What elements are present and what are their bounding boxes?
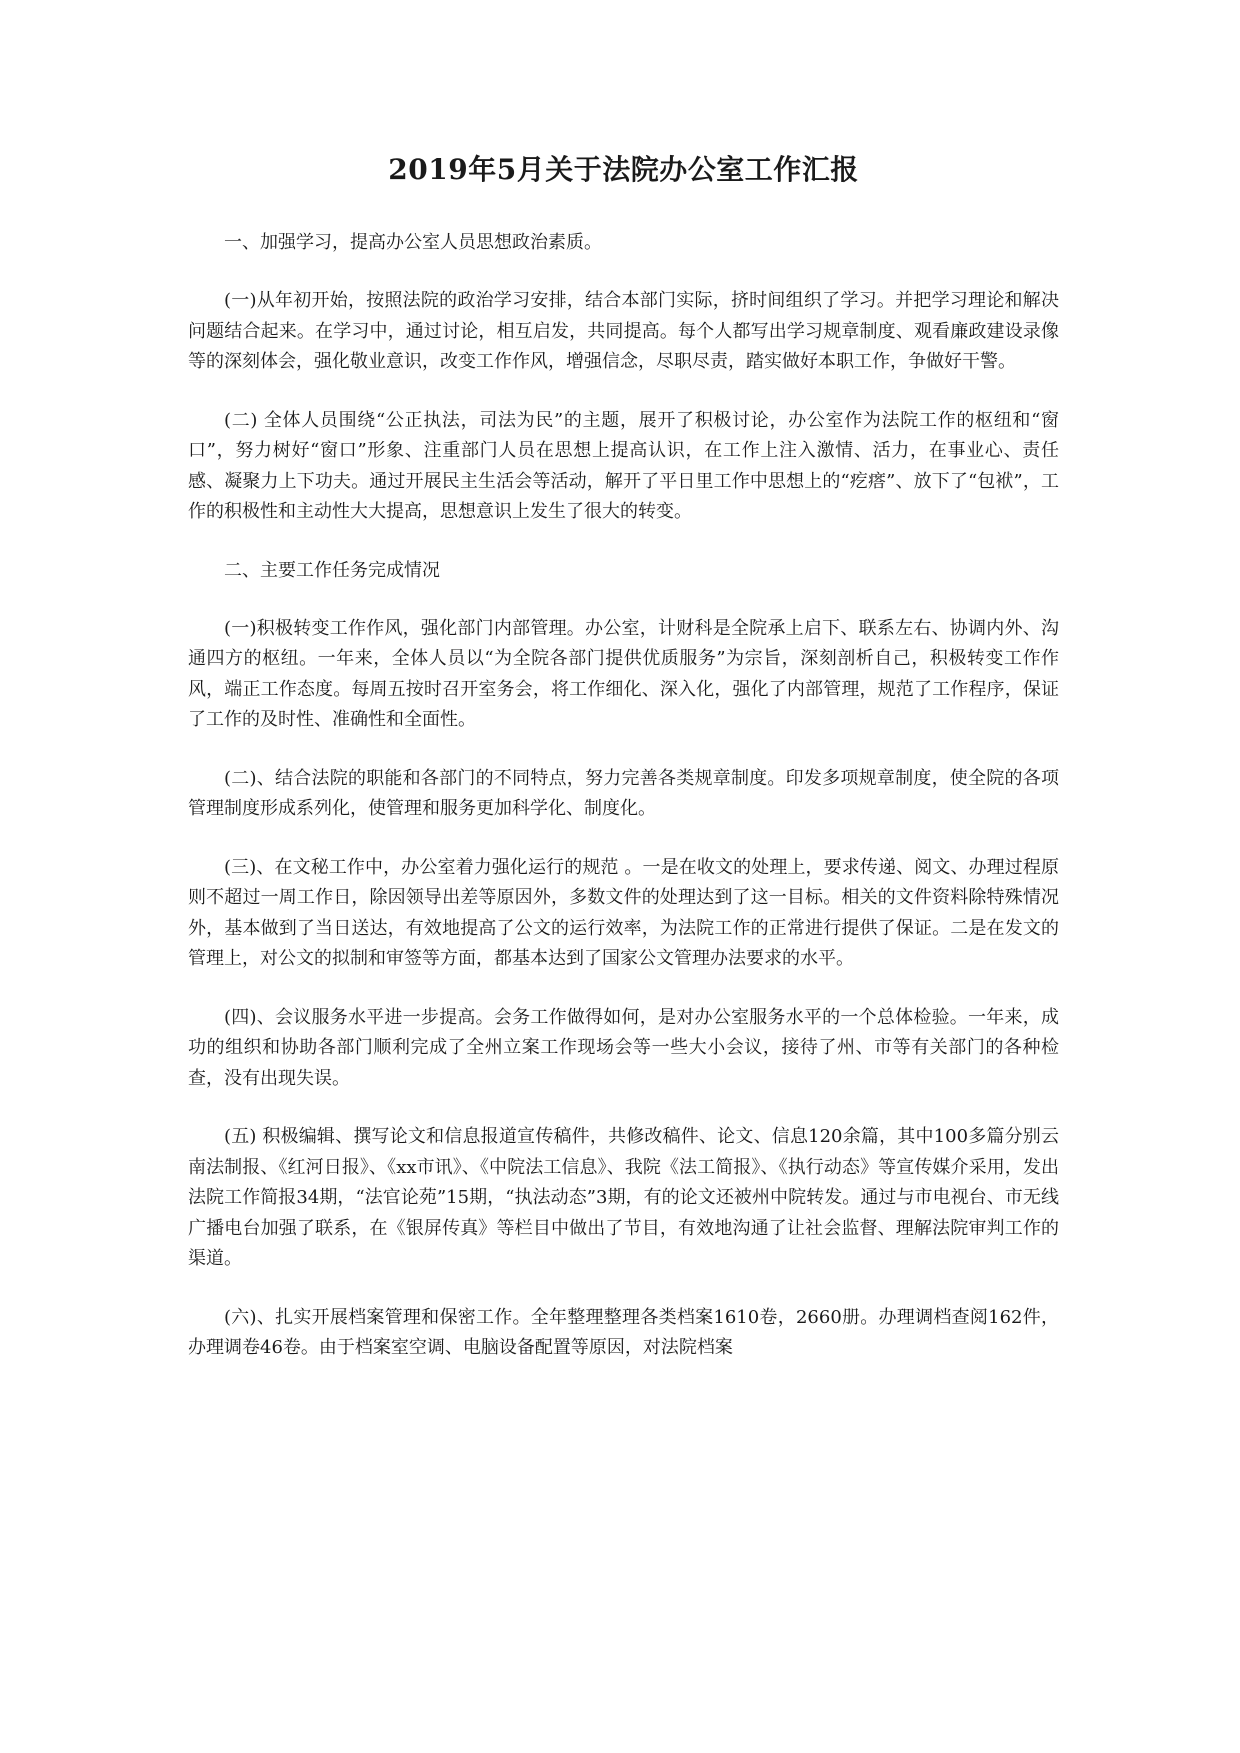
paragraph: (一)从年初开始，按照法院的政治学习安排，结合本部门实际，挤时间组织了学习。并把学习理论和解决问题结合起来。在学习中，通过讨论，相互启发，共同提高。每个人都写出学习规章制度、观看廉政建设录像等的深刻体会，强化敬业意识，改变工作作风，增强信念，尽职尽责，踏实做好本职工作，争做好干警。 (188, 290, 1059, 372)
paragraph: (二) 全体人员围绕“公正执法，司法为民”的主题，展开了积极讨论，办公室作为法院工作的枢纽和“窗口”，努力树好“窗口”形象、注重部门人员在思想上提高认识，在工作上注入激情、活力，在事业心、责任感、凝聚力上下功夫。通过开展民主生活会等活动，解开了平日里工作中思想上的“疙瘩”、放下了“包袱”，工作的积极性和主动性大大提高，思想意识上发生了很大的转变。 (188, 409, 1059, 522)
paragraph: (六)、扎实开展档案管理和保密工作。全年整理整理各类档案1610卷，2660册。办理调档查阅162件，办理调卷46卷。由于档案室空调、电脑设备配置等原因，对法院档案 (188, 1306, 1059, 1358)
section-1 (188, 228, 1059, 528)
section-heading: 二、主要工作任务完成情况 (224, 559, 440, 581)
document-title: 2019年5月关于法院办公室工作汇报 (388, 153, 859, 186)
paragraph: (四)、会议服务水平进一步提高。会务工作做得如何，是对办公室服务水平的一个总体检验。一年来，成功的组织和协助各部门顺利完成了全州立案工作现场会等一些大小会议，接待了州、市等有关部门的各种检查，没有出现失误。 (188, 1006, 1059, 1089)
paragraph: (二)、结合法院的职能和各部门的不同特点，努力完善各类规章制度。印发多项规章制度，使全院的各项管理制度形成系列化，使管理和服务更加科学化、制度化。 (188, 767, 1059, 819)
section-heading: 一、加强学习，提高办公室人员思想政治素质。 (224, 232, 602, 253)
section-2 (188, 556, 1059, 1364)
paragraph: (三)、在文秘工作中，办公室着力强化运行的规范 。一是在收文的处理上，要求传递、阅文、办理过程原则不超过一周工作日，除因领导出差等原因外，多数文件的处理达到了这一目标。相关的文件资料除特殊情况外，基本做到了当日送达，有效地提高了公文的运行效率，为法院工作的正常进行提供了保证。二是在发文的管理上，对公文的拟制和审签等方面，都基本达到了国家公文管理办法要求的水平。 (188, 856, 1059, 969)
paragraph: (五) 积极编辑、撰写论文和信息报道宣传稿件，共修改稿件、论文、信息120余篇，其中100多篇分别云南法制报、《红河日报》、《xx市讯》、《中院法工信息》、我院《法工简报》、《执行动态》等宣传媒介采用，发出法院工作简报34期，“法官论苑”15期，“执法动态”3期，有的论文还被州中院转发。通过与市电视台、市无线广播电台加强了联系，在《银屏传真》等栏目中做出了节目，有效地沟通了让社会监督、理解法院审判工作的渠道。 (188, 1126, 1059, 1269)
paragraph: (一)积极转变工作作风，强化部门内部管理。办公室，计财科是全院承上启下、联系左右、协调内外、沟通四方的枢纽。一年来，全体人员以“为全院各部门提供优质服务”为宗旨，深刻剖析自己，积极转变工作作风，端正工作态度。每周五按时召开室务会，将工作细化、深入化，强化了内部管理，规范了工作程序，保证了工作的及时性、准确性和全面性。 (188, 617, 1059, 730)
